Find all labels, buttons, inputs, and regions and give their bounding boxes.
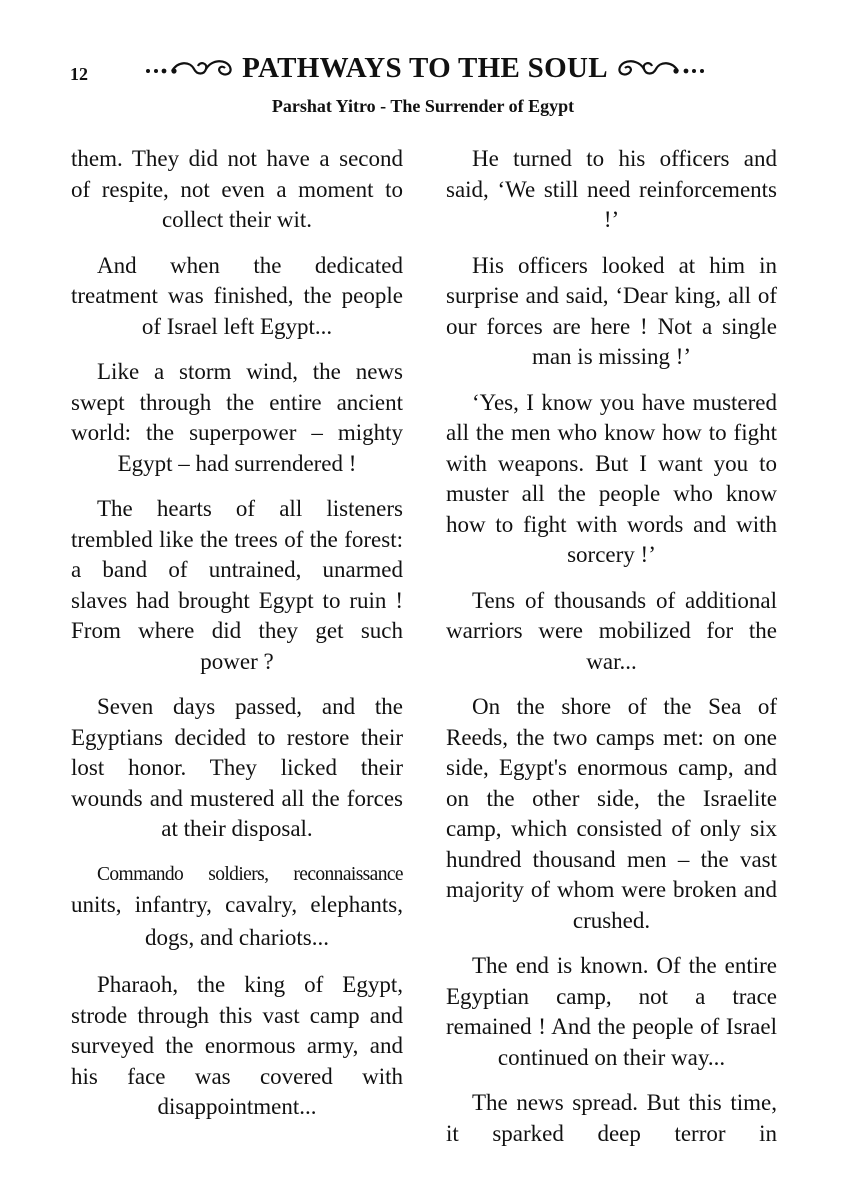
left-flourish-icon <box>144 57 236 79</box>
page-header <box>0 48 846 88</box>
paragraph: The end is known. Of the entire Egyptian camp, not a trace remained ! And the people of Israel continued on their way... <box>446 953 777 1070</box>
left-text-column <box>71 144 403 1138</box>
page-number: 12 <box>70 64 88 84</box>
right-flourish-icon <box>614 57 706 79</box>
paragraph: His officers looked at him in surprise and said, ‘Dear king, all of our forces are here ! Not a single man is missing !’ <box>446 252 777 369</box>
paragraph: Tens of thousands of additional warriors were mobilized for the war... <box>446 587 777 674</box>
paragraph-continuation: units, infantry, cavalry, elephants, dogs, and chariots... <box>71 892 403 950</box>
paragraph: ‘Yes, I know you have mustered all the men who know how to fight with weapons. But I want you to muster all the people who know how to fight with words and with sorcery !’ <box>446 389 777 567</box>
book-title-row <box>130 48 720 88</box>
paragraph: Seven days passed, and the Egyptians decided to restore their lost honor. They licked their wounds and mustered all the forces at their disposal. <box>71 694 403 841</box>
book-title: PATHWAYS TO THE SOUL <box>242 51 608 84</box>
chapter-subtitle: Parshat Yitro - The Surrender of Egypt <box>271 96 575 116</box>
paragraph: He turned to his officers and said, ‘We still need reinforcements !’ <box>446 146 777 232</box>
paragraph: The hearts of all listeners trembled like the trees of the forest: a band of untrained, unarmed slaves had brought Egypt to ruin ! From where did they get such power ? <box>71 496 403 674</box>
paragraph <box>71 860 403 956</box>
paragraph: On the shore of the Sea of Reeds, the two camps met: on one side, Egypt's enormous camp, and on the other side, the Israelite camp, which consisted of only six hundred thousand men – the vast majority of whom were broken and crushed. <box>446 694 777 933</box>
paragraph-condensed-line: Commando soldiers, reconnaissance <box>97 863 403 885</box>
paragraph: The news spread. But this time, it sparked deep terror in <box>446 1090 777 1146</box>
paragraph: And when the dedicated treatment was finished, the people of Israel left Egypt... <box>71 252 403 339</box>
paragraph: Pharaoh, the king of Egypt, strode through this vast camp and surveyed the enormous army, and his face was covered with disappointment... <box>71 972 403 1119</box>
right-text-column <box>446 144 777 1164</box>
paragraph: Like a storm wind, the news swept through the entire ancient world: the superpower – mighty Egypt – had surrendered ! <box>71 359 403 476</box>
paragraph: them. They did not have a second of respite, not even a moment to collect their wit. <box>71 146 403 232</box>
